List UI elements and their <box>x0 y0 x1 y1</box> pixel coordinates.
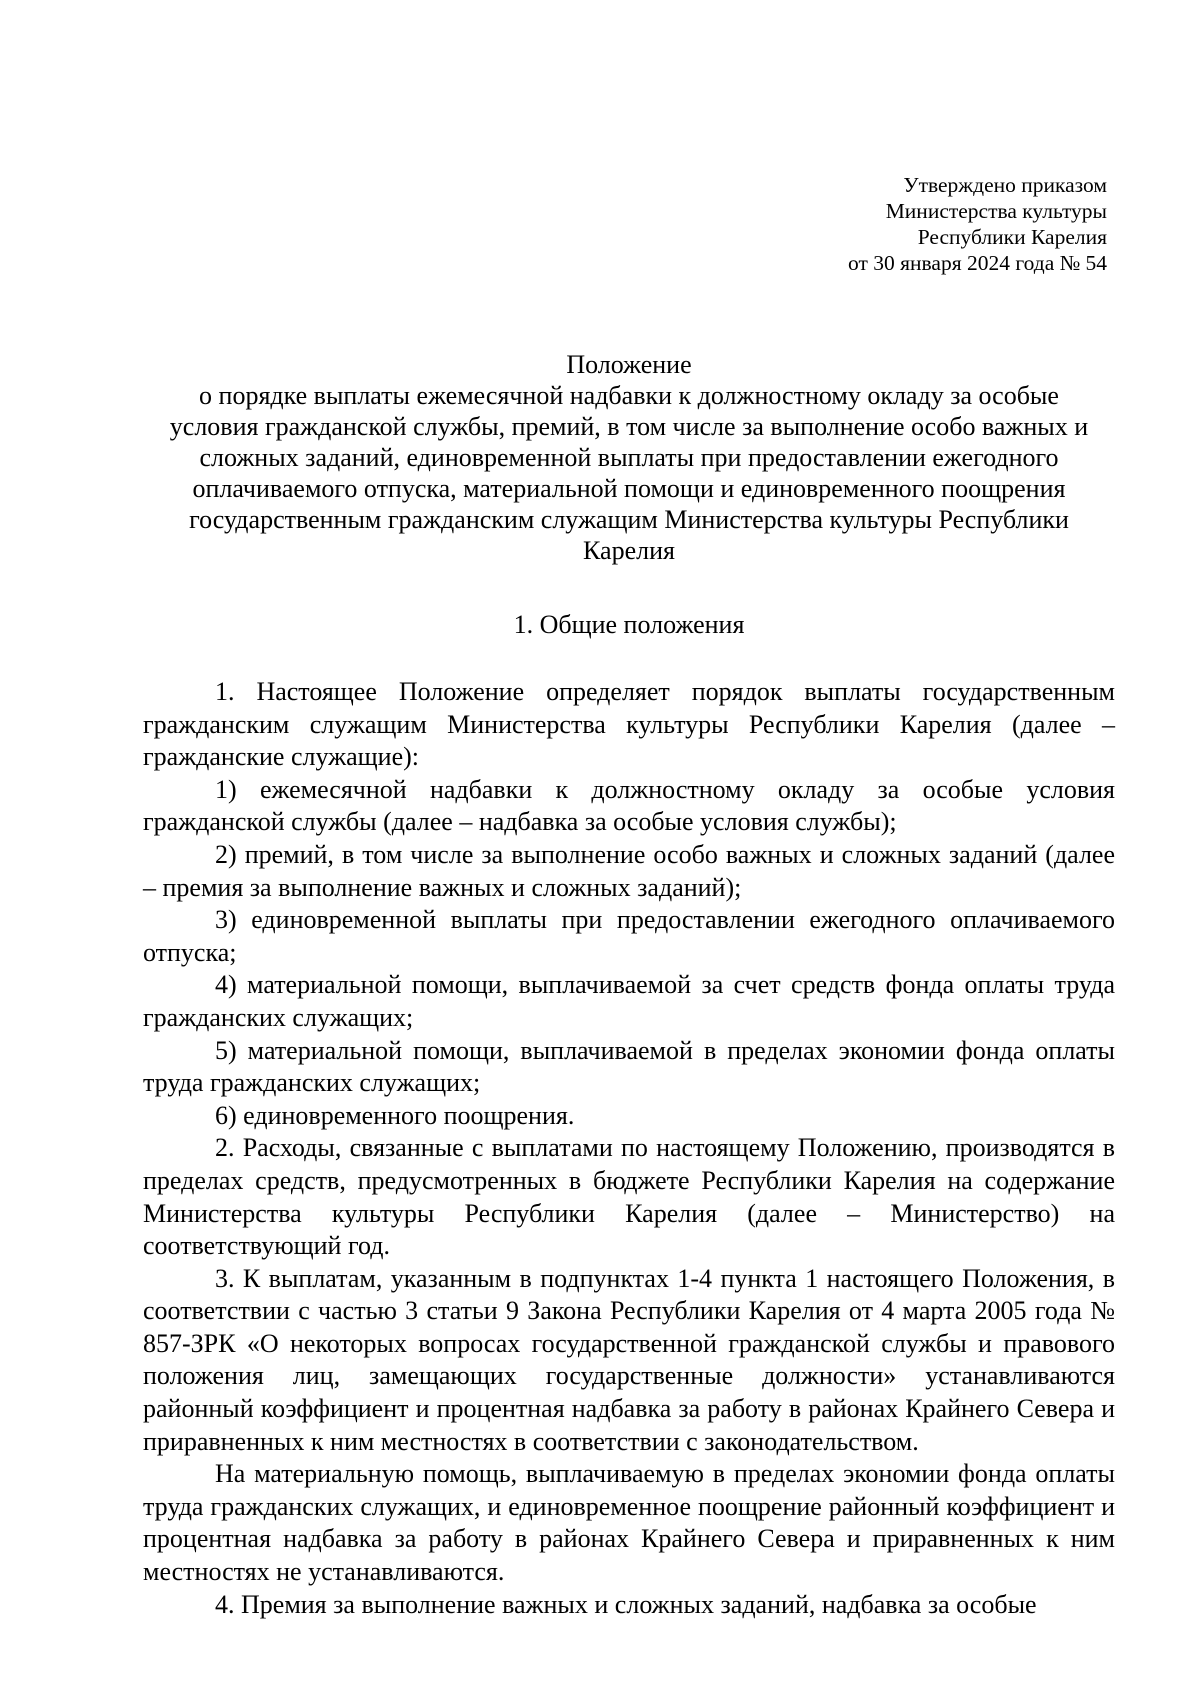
paragraph-4: 4. Премия за выполнение важных и сложных заданий, надбавка за особые <box>215 1589 1037 1619</box>
approval-line-approved: Утверждено приказом <box>903 173 1107 197</box>
title-line-1: о порядке выплаты ежемесячной надбавки к должностному окладу за особые <box>199 381 1059 410</box>
paragraph-1: 1. Настоящее Положение определяет порядок выплаты государственным гражданским служащим Министерства культуры Республики Карелия (далее – гражданские служащие): <box>143 677 1115 772</box>
paragraph-3: 3. К выплатам, указанным в подпунктах 1-4 пункта 1 настоящего Положения, в соответствии с частью 3 статьи 9 Закона Республики Карелия от 4 марта 2005 года № 857-ЗРК «О некоторых вопросах государственной гражданской службы и правового положения лиц, замещающих государственные должности» устанавливаются районный коэффициент и процентная надбавка за работу в районах Крайнего Севера и приравненных к ним местностях в соответствии с законодательством. <box>143 1263 1115 1456</box>
section-heading-general: 1. Общие положения <box>513 610 745 639</box>
title-heading: Положение <box>566 350 692 379</box>
paragraph-2: 2. Расходы, связанные с выплатами по настоящему Положению, производятся в пределах средств, предусмотренных в бюджете Республики Карелия на содержание Министерства культуры Республики Карелия (далее – Министерство) на соответствующий год. <box>143 1133 1115 1261</box>
subitem-3: 3) единовременной выплаты при предоставлении ежегодного оплачиваемого отпуска; <box>143 905 1115 967</box>
title-line-3: сложных заданий, единовременной выплаты при предоставлении ежегодного <box>199 443 1059 472</box>
approval-line-ministry: Министерства культуры <box>885 199 1107 223</box>
paragraph-3-continuation: На материальную помощь, выплачиваемую в пределах экономии фонда оплаты труда гражданских служащих, и единовременное поощрение районный коэффициент и процентная надбавка за работу в районах Крайнего Севера и приравненных к ним местностях не устанавливаются. <box>143 1459 1115 1587</box>
title-line-4: оплачиваемого отпуска, материальной помощи и единовременного поощрения <box>192 474 1066 503</box>
title-line-6: Карелия <box>583 536 675 565</box>
subitem-4: 4) материальной помощи, выплачиваемой за счет средств фонда оплаты труда гражданских служащих; <box>143 970 1115 1032</box>
subitem-5: 5) материальной помощи, выплачиваемой в пределах экономии фонда оплаты труда гражданских служащих; <box>143 1035 1115 1098</box>
subitem-2: 2) премий, в том числе за выполнение особо важных и сложных заданий (далее – премия за выполнение важных и сложных заданий); <box>143 839 1115 902</box>
title-line-2: условия гражданской службы, премий, в том числе за выполнение особо важных и <box>169 412 1089 441</box>
document-body <box>143 676 1115 1621</box>
approval-stamp-text <box>848 172 1107 276</box>
subitem-6: 6) единовременного поощрения. <box>215 1100 575 1130</box>
subitem-1: 1) ежемесячной надбавки к должностному окладу за особые условия гражданской службы (далее – надбавка за особые условия службы); <box>143 774 1115 837</box>
approval-line-date-number: от 30 января 2024 года № 54 <box>848 251 1107 275</box>
title-line-5: государственным гражданским служащим Министерства культуры Республики <box>189 505 1069 534</box>
document-title <box>143 349 1115 566</box>
approval-line-republic: Республики Карелия <box>917 225 1107 249</box>
